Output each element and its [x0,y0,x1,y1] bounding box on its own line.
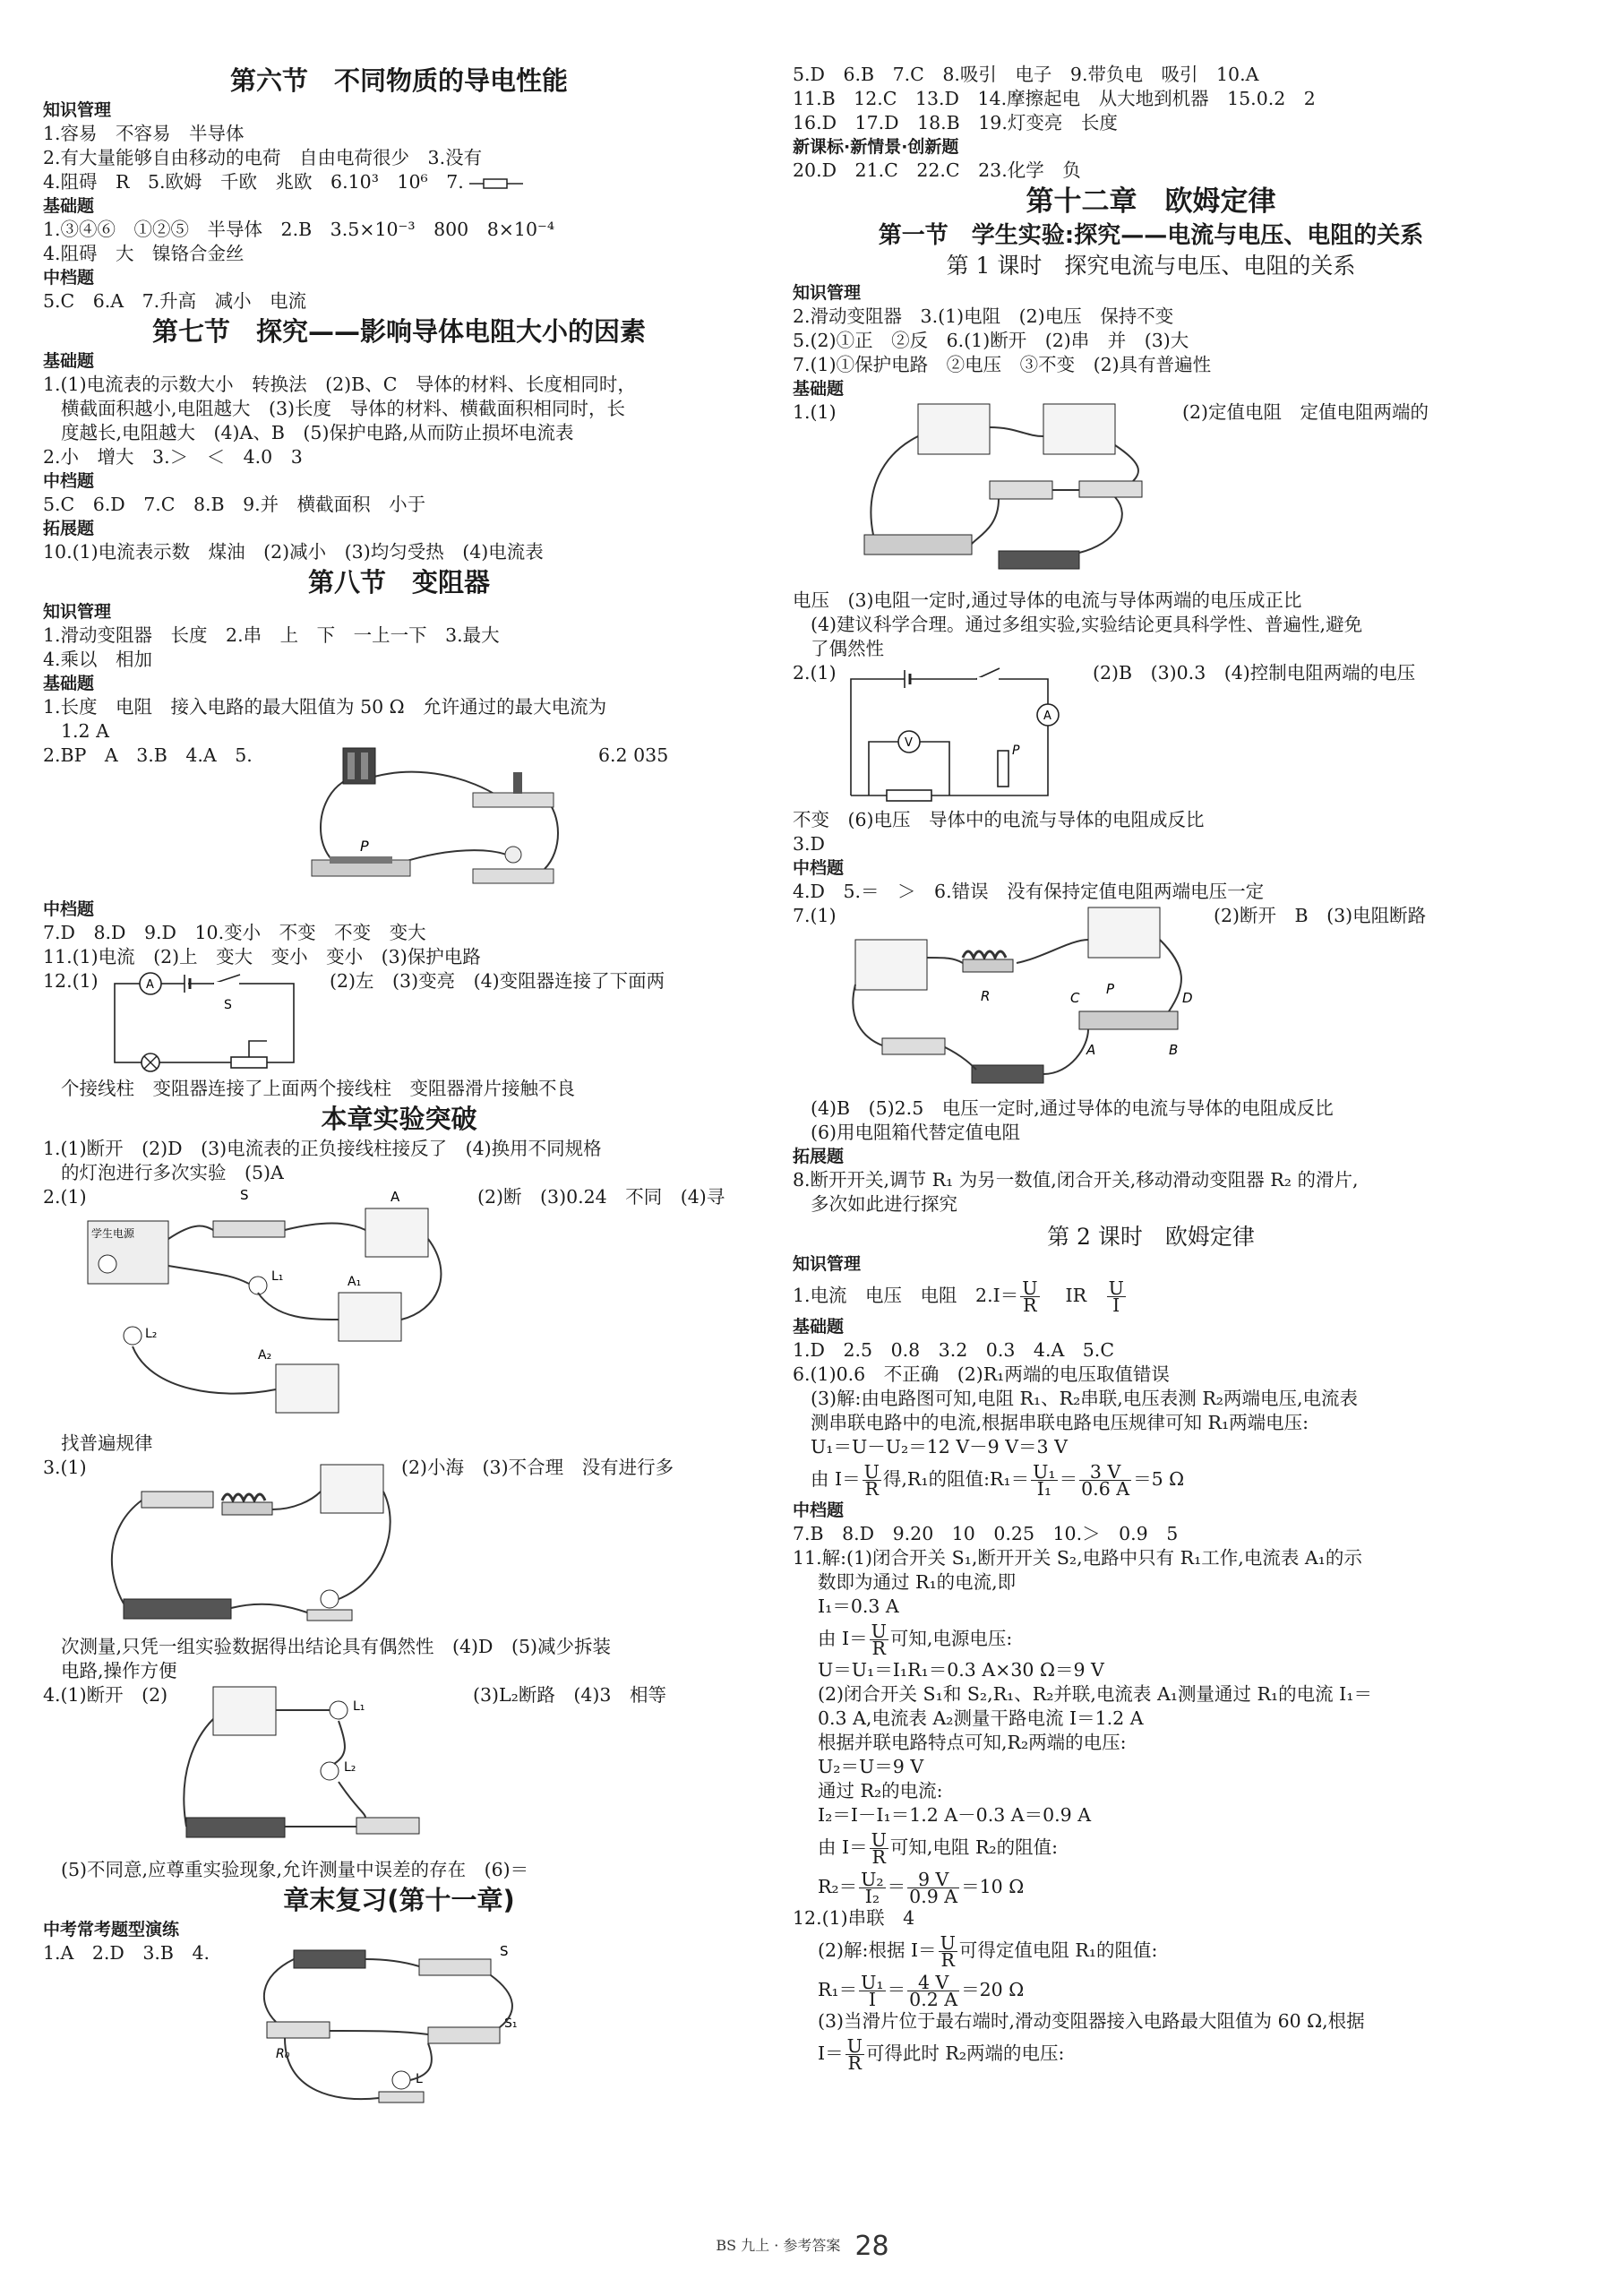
page-number: 28 [854,2231,889,2262]
answer-line: (6)用电阻箱代替定值电阻 [811,1122,1021,1143]
experiment-circuit-figure [846,400,1169,587]
series-circuit-figure [97,1456,401,1633]
ammeter-label: A [146,978,154,992]
answer-line: (2)断 (3)0.24 不同 (4)寻 [477,1186,725,1208]
subsection-label: 基础题 [793,379,845,399]
experiment-circuit-figure [846,904,1205,1094]
answer-line: 电压 (3)电阻一定时,通过导体的电流与导体两端的电压成正比 [793,589,1302,611]
answer-line: 3.D [793,833,825,855]
fraction: $\frac{U}{R}$ [846,2035,863,2074]
ammeter-label: A [1043,709,1051,723]
answer-line: 6.(1)0.6 不正确 (2)R₁两端的电压取值错误 [793,1363,1170,1385]
answer-line: 11.(1)电流 (2)上 变大 变小 变小 (3)保护电路 [43,946,481,967]
answer-line: 12.(1)串联 4 [793,1907,915,1929]
fraction: $\frac{3 V}{0.6 A}$ [1081,1461,1130,1500]
section-title: 章末复习(第十一章) [283,1885,515,1915]
answer-line: 5.C 6.A 7.升高 减小 电流 [43,290,307,312]
answer-line: 数即为通过 R₁的电流,即 [818,1571,1017,1593]
answer-line: 12.(1) [43,970,99,992]
lamp-label: L [416,2072,423,2086]
answer-line: U₂＝U＝9 V [818,1756,924,1777]
answer-line: R₂＝ $\frac{\text{U₂}}{\text{I₂}}$ ＝ $\frac{9 V}{0.9 A}$ ＝10 Ω [818,1869,1025,1907]
answer-line: 根据并联电路特点可知,R₂两端的电压: [818,1732,1127,1753]
answer-line: 通过 R₂的电流: [818,1780,943,1802]
answer-line: 多次如此进行探究 [811,1193,957,1215]
subsection-label: 中档题 [793,1501,845,1520]
ammeter-label: A₂ [258,1348,272,1363]
answer-line: 4.阻碍 大 镍铬合金丝 [43,243,245,264]
subsection-label: 拓展题 [793,1147,845,1166]
parallel-circuit-figure [79,1185,473,1429]
right-column [793,63,1509,2073]
circuit-diagram [97,969,312,1075]
fraction: $\frac{U}{R}$ [863,1461,880,1500]
answer-line: 电路,操作方便 [61,1660,177,1681]
fraction: $\frac{U}{R}$ [940,1932,956,1971]
switch-label: S [500,1943,509,1959]
answer-line: R₁＝ $\frac{\text{U₁}}{I}$ ＝ $\frac{4 V}{0.2 A}$ ＝20 Ω [818,1972,1025,2010]
answer-line: 10.(1)电流表示数 煤油 (2)减小 (3)均匀受热 (4)电流表 [43,541,544,563]
lamp-label: L₂ [344,1760,356,1775]
section-title: 第七节 探究——影响导体电阻大小的因素 [151,316,646,347]
switch-label: S [240,1187,249,1203]
page-footer [0,2231,1605,2262]
answer-line: 的灯泡进行多次实验 (5)A [61,1162,284,1183]
figure-row [43,744,755,898]
chapter-title: 第十二章 欧姆定律 [1026,185,1276,218]
figure-row [43,1941,755,2120]
subsection-label: 知识管理 [793,283,862,303]
fraction: $\frac{\text{U₁}}{I}$ [861,1972,884,2010]
answer-line: 5.C 6.D 7.C 8.B 9.并 横截面积 小于 [43,494,426,515]
answer-line: 20.D 21.C 22.C 23.化学 负 [793,159,1081,181]
figure-row [43,969,755,1077]
answer-line: 6.2 035 [598,744,669,766]
ammeter-label: A₁ [348,1275,362,1289]
subsection-label: 基础题 [793,1317,845,1337]
answer-line: 找普遍规律 [61,1432,153,1454]
answer-line: 7.B 8.D 9.20 10 0.25 10.＞ 0.9 5 [793,1523,1179,1544]
answer-line: 1.长度 电阻 接入电路的最大阻值为 50 Ω 允许通过的最大电流为 [43,696,607,718]
answer-line: 不变 (6)电压 导体中的电流与导体的电阻成反比 [793,809,1205,830]
answer-line: 测串联电路中的电流,根据串联电路电压规律可知 R₁两端电压: [811,1412,1309,1433]
fraction: $\frac{\text{U₂}}{\text{I₂}}$ [861,1869,884,1907]
answer-line: 1.容易 不容易 半导体 [43,123,245,144]
answer-line: 5.(2)①正 ②反 6.(1)断开 (2)串 并 (3)大 [793,330,1189,351]
voltmeter-label: V [905,736,913,750]
section-title: 第六节 不同物质的导电性能 [229,65,568,96]
answer-line: 7.(1)①保护电路 ②电压 ③不变 (2)具有普遍性 [793,354,1212,375]
answer-line: U₁＝U－U₂＝12 V－9 V＝3 V [811,1436,1068,1458]
answer-line: 1.(1) [793,401,837,423]
section-title: 第八节 变阻器 [307,567,490,598]
answer-line: (3)解:由电路图可知,电阻 R₁、R₂串联,电压表测 R₂两端电压,电流表 [811,1388,1358,1409]
terminal-label: B [1169,1042,1179,1058]
answer-line: (2)B (3)0.3 (4)控制电阻两端的电压 [1093,662,1416,684]
subsection-label: 基础题 [43,674,95,693]
answer-line: 横截面积越小,电阻越大 (3)长度 导体的材料、横截面积相同时，长 [61,398,626,419]
answer-line: 11.B 12.C 13.D 14.摩擦起电 从大地到机器 15.0.2 2 [793,88,1316,109]
figure-row [793,904,1509,1096]
terminal-label: A [1086,1042,1096,1058]
subsection-label: 中档题 [43,471,95,491]
answer-line: 8.断开开关,调节 R₁ 为另一数值,闭合开关,移动滑动变阻器 R₂ 的滑片, [793,1169,1359,1191]
answer-line: 了偶然性 [811,638,884,659]
answer-line: I₁＝0.3 A [818,1595,899,1617]
switch-label: S [224,998,232,1012]
terminal-label: C [1070,990,1080,1006]
answer-line: (2)解:根据 I＝ $\frac{U}{R}$ 可得定值电阻 R₁的阻值: [818,1932,1158,1971]
subsection-label: 中档题 [43,899,95,919]
circuit-diagram [833,661,1066,806]
answer-line: 由 I＝ $\frac{U}{R}$ 可知,电源电压: [818,1621,1013,1659]
fraction: $\frac{U}{R}$ [1022,1277,1038,1316]
answer-line: 个接线柱 变阻器连接了上面两个接线柱 变阻器滑片接触不良 [61,1078,575,1099]
fraction: $\frac{\text{U₁}}{\text{I₁}}$ [1033,1461,1056,1500]
answer-line: 16.D 17.D 18.B 19.灯变亮 长度 [793,112,1118,133]
answer-line: 7.(1) [793,905,837,926]
answer-line: 4.(1)断开 (2) [43,1684,168,1706]
answer-line: (2)闭合开关 S₁和 S₂,R₁、R₂并联,电流表 A₁测量通过 R₁的电流 I₁＝ [818,1683,1372,1705]
subsection-label: 中考常考题型演练 [43,1920,180,1939]
answer-line: 4.阻碍 R 5.欧姆 千欧 兆欧 6.10³ 10⁶ 7. [43,170,755,194]
subsection-label: 新课标·新情景·创新题 [793,137,959,157]
lamp-label: L₂ [145,1327,158,1341]
fraction: $\frac{U}{R}$ [871,1621,887,1659]
answer-line: 2.(1) [43,1186,87,1208]
answer-line: 2.有大量能够自由移动的电荷 自由电荷很少 3.没有 [43,147,483,168]
fraction: $\frac{U}{R}$ [871,1829,887,1868]
subsection-label: 知识管理 [793,1254,862,1274]
answer-line: (2)左 (3)变亮 (4)变阻器连接了下面两 [330,970,665,992]
answer-line: 2.滑动变阻器 3.(1)电阻 (2)电压 保持不变 [793,305,1174,327]
resistor-label: R₀ [276,2047,290,2061]
footer-text: BS 九上 · 参考答案 [716,2237,841,2254]
voltmeter-circuit-figure [177,1683,446,1855]
ammeter-label: A [391,1189,400,1205]
answer-line: 11.解:(1)闭合开关 S₁,断开开关 S₂,电路中只有 R₁工作,电流表 A₁的示 [793,1547,1362,1569]
answer-line: 1.电流 电压 电阻 2.I＝ $\frac{U}{R}$ IR $\frac{U}{I}$ [793,1277,1124,1316]
circuit-figure [249,1941,536,2119]
subsection-label: 拓展题 [43,519,95,538]
answer-line: 度越长,电阻越大 (4)A、B (5)保护电路,从而防止损坏电流表 [61,422,574,443]
answer-line: 7.D 8.D 9.D 10.变小 不变 不变 变大 [43,922,426,943]
answer-line: 1.2 A [61,720,109,742]
answer-line: 1.A 2.D 3.B 4. [43,1942,210,1964]
answer-line: 0.3 A,电流表 A₂测量干路电流 I＝1.2 A [818,1707,1144,1729]
subsection-label: 知识管理 [43,602,112,622]
answer-line: (5)不同意,应尊重实验现象,允许测量中误差的存在 (6)＝ [61,1859,529,1880]
answer-line: 5.D 6.B 7.C 8.吸引 电子 9.带负电 吸引 10.A [793,64,1259,85]
section-title: 第一节 学生实验:探究——电流与电压、电阻的关系 [878,222,1424,249]
answer-line: 1.滑动变阻器 长度 2.串 上 下 一上一下 3.最大 [43,624,500,646]
answer-line: 2.小 增大 3.＞ ＜ 4.0 3 [43,446,303,468]
left-column [43,63,755,2120]
answer-line: (3)当滑片位于最右端时,滑动变阻器接入电路最大阻值为 60 Ω,根据 [818,2010,1365,2032]
answer-line: (4)B (5)2.5 电压一定时,通过导体的电流与导体的电阻成反比 [811,1097,1334,1119]
answer-line: 4.乘以 相加 [43,649,153,670]
slider-label: P [1106,981,1115,997]
section-title: 本章实验突破 [321,1104,477,1134]
answer-line: 1.D 2.5 0.8 3.2 0.3 4.A 5.C [793,1339,1115,1361]
figure-row [793,400,1509,589]
fraction: $\frac{9 V}{0.9 A}$ [909,1869,958,1907]
answer-line: 4.D 5.＝ ＞ 6.错误 没有保持定值电阻两端电压一定 [793,881,1265,902]
lesson-title: 第 2 课时 欧姆定律 [1047,1224,1255,1250]
power-supply-label: 学生电源 [91,1227,135,1240]
answer-line: (4)建议科学合理。通过多组实验,实验结论更具科学性、普遍性,避免 [811,614,1363,635]
answer-line: 次测量,只凭一组实验数据得出结论具有偶然性 (4)D (5)减少拆装 [61,1636,612,1657]
figure-row [43,1185,755,1432]
figure-row [43,1456,755,1635]
circuit-figure [294,744,580,896]
answer-line: I₂＝I－I₁＝1.2 A－0.3 A＝0.9 A [818,1804,1091,1826]
slider-label: P [1012,744,1020,758]
figure-row [43,1683,755,1858]
resistor-symbol-icon [469,177,523,190]
subsection-label: 知识管理 [43,100,112,120]
answer-line: (2)定值电阻 定值电阻两端的 [1182,401,1429,423]
answer-line: 由 I＝ $\frac{U}{R}$ 得,R₁的阻值:R₁＝ $\frac{\text{U₁}}{\text{I₁}}$ ＝ $\frac{3 V}{0.6 A}$ ＝5 Ω [811,1461,1185,1500]
answer-line: (2)断开 B (3)电阻断路 [1214,905,1427,926]
terminal-label: D [1182,990,1193,1006]
lesson-title: 第 1 课时 探究电流与电压、电阻的关系 [946,253,1356,279]
answer-line: 1.(1)断开 (2)D (3)电流表的正负接线柱接反了 (4)换用不同规格 [43,1138,602,1159]
slider-label: P [360,838,369,855]
answer-line: 3.(1) [43,1457,87,1478]
answer-line: (3)L₂断路 (4)3 相等 [473,1684,666,1706]
lamp-label: L₁ [271,1269,284,1284]
switch-label: S₁ [504,2017,518,2031]
subsection-label: 中档题 [43,268,95,288]
answer-line: 2.(1) [793,662,837,684]
figure-row [793,661,1509,808]
subsection-label: 基础题 [43,196,95,216]
answer-line: I＝ $\frac{U}{R}$ 可得此时 R₂两端的电压: [818,2035,1065,2074]
answer-line: 1.③④⑥ ①②⑤ 半导体 2.B 3.5×10⁻³ 800 8×10⁻⁴ [43,219,555,240]
answer-line: 2.BP A 3.B 4.A 5. [43,744,253,766]
subsection-label: 中档题 [793,858,845,878]
answer-line: 1.(1)电流表的示数大小 转换法 (2)B、C 导体的材料、长度相同时， [43,374,636,395]
answer-line: (2)小海 (3)不合理 没有进行多 [401,1457,674,1478]
fraction: $\frac{4 V}{0.2 A}$ [909,1972,958,2010]
lamp-label: L₁ [353,1699,365,1714]
resistor-label: R [981,988,991,1004]
fraction: $\frac{U}{I}$ [1108,1277,1124,1316]
answer-line: U＝U₁＝I₁R₁＝0.3 A×30 Ω＝9 V [818,1659,1104,1681]
subsection-label: 基础题 [43,351,95,371]
answer-line: 由 I＝ $\frac{U}{R}$ 可知,电阻 R₂的阻值: [818,1829,1058,1868]
